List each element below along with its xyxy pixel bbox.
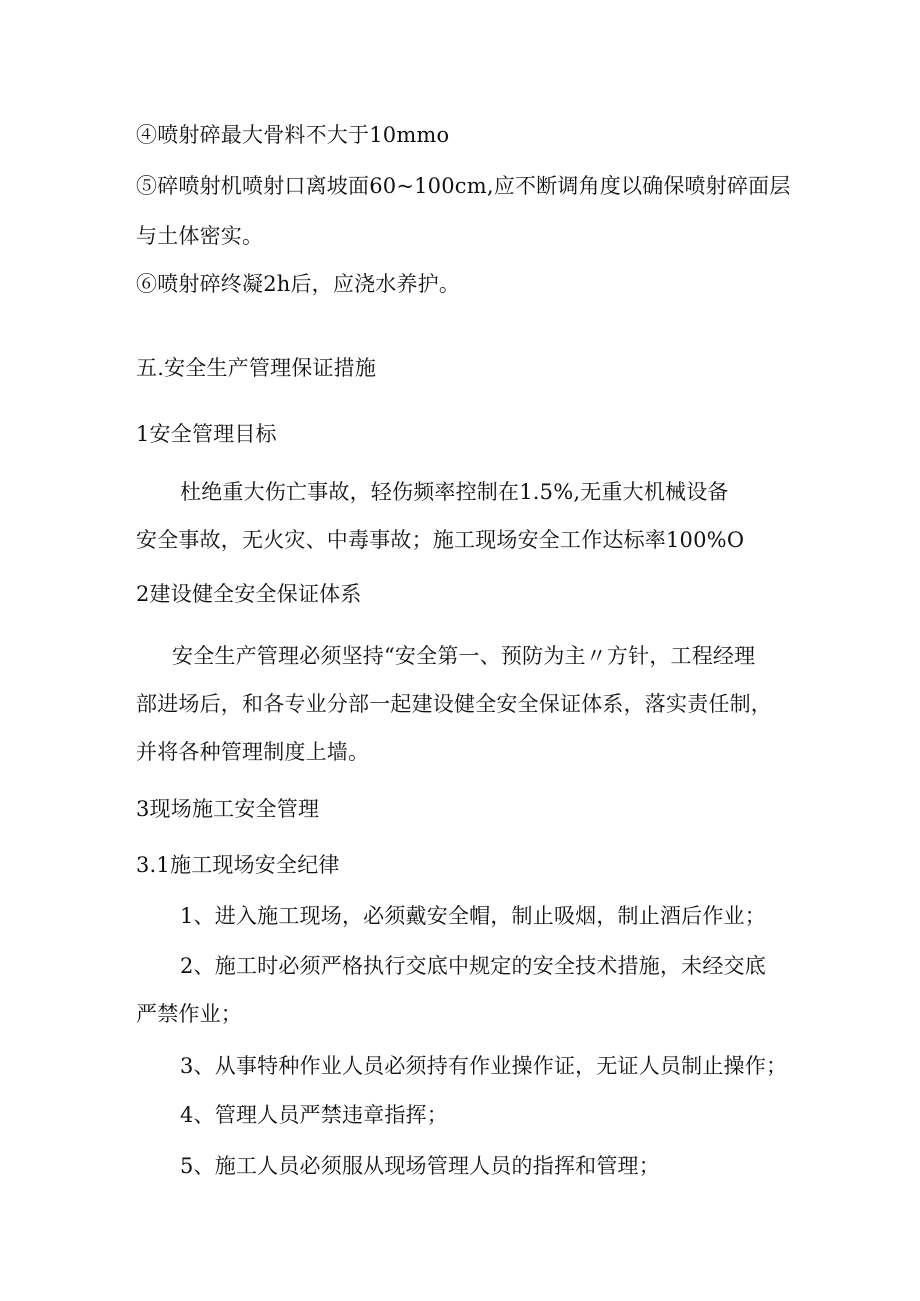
subsection-heading-2: 2建设健全安全保证体系 — [136, 582, 362, 606]
paragraph-safety-system-continued-2: 并将各种管理制度上墙。 — [136, 740, 370, 764]
spec-item-6: ⑥喷射碎终凝2h后，应浇水养护。 — [136, 272, 461, 296]
list-item-2-continued: 严禁作业； — [136, 1002, 242, 1026]
subsection-heading-1: 1安全管理目标 — [136, 422, 277, 446]
list-item-3: 3、从事特种作业人员必须持有作业操作证，无证人员制止操作； — [180, 1054, 788, 1078]
paragraph-safety-goal-continued: 安全事故，无火灾、中毒事故；施工现场安全工作达标率100%O — [136, 528, 745, 552]
list-item-4: 4、管理人员严禁违章指挥； — [180, 1103, 448, 1127]
paragraph-safety-system-continued-1: 部进场后，和各专业分部一起建设健全安全保证体系，落实责任制， — [136, 692, 772, 716]
paragraph-safety-system: 安全生产管理必须坚持“安全第一、预防为主〃方针，工程经理 — [172, 644, 756, 668]
section-heading-5: 五.安全生产管理保证措施 — [136, 356, 377, 380]
subsection-heading-3-1: 3.1施工现场安全纪律 — [136, 853, 340, 877]
spec-item-5: ⑤碎喷射机喷射口离坡面60~100cm,应不断调角度以确保喷射碎面层 — [136, 174, 791, 198]
spec-item-5-continued: 与土体密实。 — [136, 224, 264, 248]
spec-item-4: ④喷射碎最大骨料不大于10mmo — [136, 123, 450, 147]
subsection-heading-3: 3现场施工安全管理 — [136, 797, 320, 821]
list-item-5: 5、施工人员必须服从现场管理人员的指挥和管理； — [180, 1154, 660, 1178]
paragraph-safety-goal: 杜绝重大伤亡事故，轻伤频率控制在1.5%,无重大机械设备 — [180, 480, 729, 504]
list-item-1: 1、进入施工现场，必须戴安全帽，制止吸烟，制止酒后作业； — [180, 904, 766, 928]
list-item-2: 2、施工时必须严格执行交底中规定的安全技术措施，未经交底 — [180, 954, 766, 978]
